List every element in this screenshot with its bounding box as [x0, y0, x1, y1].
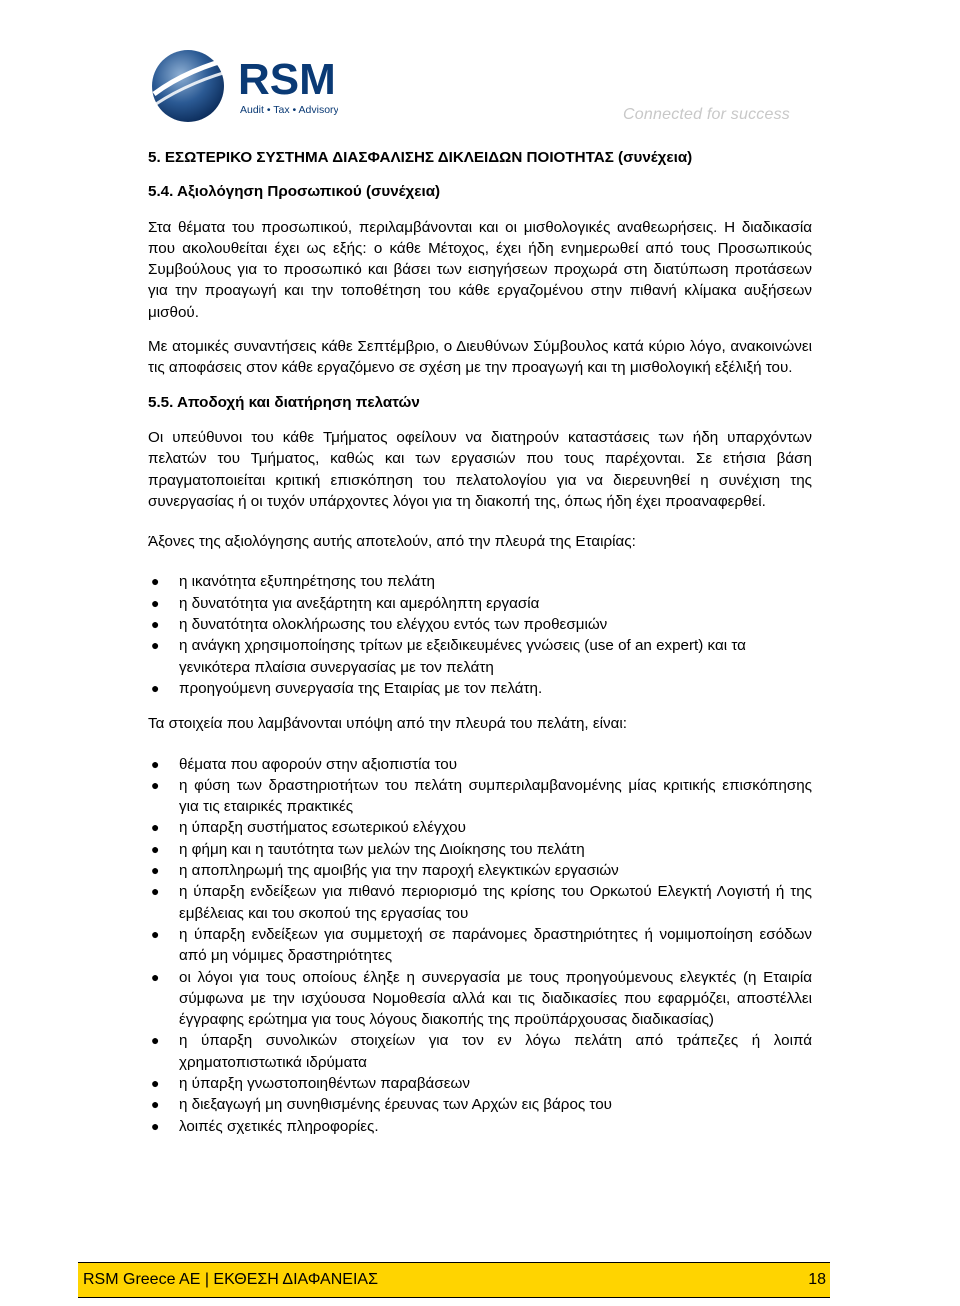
bullet-icon: ● — [151, 1096, 160, 1113]
client-items-list — [148, 754, 812, 1137]
page-footer — [78, 1262, 830, 1298]
list-item: ● λοιπές σχετικές πληροφορίες. — [148, 1116, 812, 1137]
list-item: ● η ύπαρξη συστήματος εσωτερικού ελέγχου — [148, 817, 812, 838]
bullet-icon: ● — [151, 968, 160, 985]
bullet-icon: ● — [151, 1074, 160, 1091]
bullet-icon: ● — [151, 819, 160, 836]
document-body — [148, 144, 812, 1151]
list-item: ● η ύπαρξη συνολικών στοιχείων για τον εν λόγω πελάτη από τράπεζες ή λοιπά χρηματοπιστωτικά ιδρύματα — [151, 1032, 812, 1071]
list-item: ● η ικανότητα εξυπηρέτησης του πελάτη — [148, 571, 812, 592]
list-item: ● η ύπαρξη ενδείξεων για πιθανό περιορισμό της κρίσης του Ορκωτού Ελεγκτή Λογιστή ή της εμβέλειας και του σκοπού της εργασίας του — [151, 883, 812, 922]
list-item: ● η διεξαγωγή μη συνηθισμένης έρευνας των Αρχών εις βάρος του — [148, 1094, 812, 1115]
svg-text:Audit • Tax • Advisory: Audit • Tax • Advisory — [240, 104, 338, 116]
bullet-icon: ● — [151, 755, 160, 772]
list-item: ● η ύπαρξη ενδείξεων για συμμετοχή σε παράνομες δραστηριότητες ή νομιμοποίηση εσόδων από μη νόμιμες δραστηριότητες — [151, 925, 812, 965]
bullet-icon: ● — [151, 637, 160, 654]
list-item: ● η δυνατότητα για ανεξάρτητη και αμερόληπτη εργασία — [148, 593, 812, 614]
list-item: ● οι λόγοι για τους οποίους έληξε η συνεργασία με τους προηγούμενους ελεγκτές (η Εταιρία σύμφωνα με την ισχύουσα Νομοθεσία αλλά και τις διαδικασίες που εφαρμόζει, αποστέλλει έγγραφης ερώτημα για τους λόγους διακοπής της προϋπάρχουσας διαδικασίας) — [151, 968, 812, 1029]
list-item: ● η φήμη και η ταυτότητα των μελών της Διοίκησης του πελάτη — [148, 839, 812, 860]
bullet-icon: ● — [151, 616, 160, 633]
bullet-icon: ● — [151, 883, 160, 900]
list-item: ● η ύπαρξη γνωστοποιηθέντων παραβάσεων — [148, 1073, 812, 1094]
bullet-icon: ● — [151, 1032, 160, 1049]
bullet-icon: ● — [151, 679, 160, 696]
list-item: ● θέματα που αφορούν στην αξιοπιστία του — [148, 754, 812, 775]
tagline: Connected for success — [623, 106, 790, 123]
list-item: ● η δυνατότητα ολοκλήρωσης του ελέγχου εντός των προθεσμιών — [148, 614, 812, 635]
list-item: ● προηγούμενη συνεργασία της Εταιρίας με τον πελάτη. — [148, 678, 812, 699]
paragraph-client-retention: Οι υπεύθυνοι του κάθε Τμήματος οφείλουν να διατηρούν καταστάσεις των ήδη υπαρχόντων πελατών του Τμήματος, καθώς και των εργασιών που τους παρέχονται. Σε ετήσια βάση πραγματοποιείται κριτική επισκόπηση του πελατολογίου για να διερευνηθεί η συνέχιση της συνεργασίας ή οι τυχόν υπάρχοντες λόγοι για τη διακοπή της, όπως ήδη έχει προαναφερθεί. — [148, 428, 812, 510]
list-item: ● η ανάγκη χρησιμοποίησης τρίτων με εξειδικευμένες γνώσεις (use of an expert) και τα γενικότερα πλαίσια συνεργασίας με τον πελάτη — [151, 637, 746, 676]
rsm-globe-icon — [148, 46, 338, 126]
subsection-title-5-5: 5.5. Αποδοχή και διατήρηση πελατών — [148, 393, 420, 411]
bullet-icon: ● — [151, 1117, 160, 1134]
section-title: 5. ΕΣΩΤΕΡΙΚΟ ΣΥΣΤΗΜΑ ΔΙΑΣΦΑΛΙΣΗΣ ΔΙΚΛΕΙΔΩΝ ΠΟΙΟΤΗΤΑΣ (συνέχεια) — [148, 149, 693, 166]
subsection-title-5-4: 5.4. Αξιολόγηση Προσωπικού (συνέχεια) — [148, 183, 441, 201]
paragraph-salary-review: Στα θέματα του προσωπικού, περιλαμβάνονται και οι μισθολογικές αναθεωρήσεις. Η διαδικασία που ακολουθείται έχει ως εξής: ο κάθε Μέτοχος, έχει ήδη ενημερωθεί από τους Προσωπικούς Συμβούλους για το προσωπικό και βάσει των εισηγήσεων προχωρά στη διατύπωση προτάσεων για την προαγωγή και την τοποθέτηση του κάθε εργαζομένου στην πιθανή κλίμακα αυξήσεων μισθού. — [148, 218, 812, 321]
footer-title: RSM Greece AE | ΕΚΘΕΣΗ ΔΙΑΦΑΝΕΙΑΣ — [83, 1271, 378, 1288]
list-item: ● η αποπληρωμή της αμοιβής για την παροχή ελεγκτικών εργασιών — [148, 860, 812, 881]
bullet-icon: ● — [151, 925, 160, 942]
rsm-logo — [148, 46, 338, 126]
axes-list — [148, 571, 812, 699]
bullet-icon: ● — [151, 862, 160, 879]
svg-text:RSM: RSM — [238, 55, 336, 104]
bullet-icon: ● — [151, 776, 160, 793]
list-item: ● η φύση των δραστηριοτήτων του πελάτη συμπεριλαμβανομένης μίας κριτικής επισκόπησης για τις εταιρικές πρακτικές — [151, 776, 812, 816]
paragraph-meetings: Με ατομικές συναντήσεις κάθε Σεπτέμβριο, ο Διευθύνων Σύμβουλος κατά κύριο λόγο, ανακοινώνει τις αποφάσεις στον κάθε εργαζόμενο σε σχέση με την προαγωγή και τη μισθολογική εξέλιξή του. — [148, 338, 812, 377]
bullet-icon: ● — [151, 594, 160, 611]
client-intro: Τα στοιχεία που λαμβάνονται υπόψη από την πλευρά του πελάτη, είναι: — [148, 715, 627, 733]
page-number: 18 — [808, 1271, 826, 1288]
axes-intro: Άξονες της αξιολόγησης αυτής αποτελούν, από την πλευρά της Εταιρίας: — [148, 533, 636, 551]
bullet-icon: ● — [151, 573, 160, 590]
bullet-icon: ● — [151, 840, 160, 857]
